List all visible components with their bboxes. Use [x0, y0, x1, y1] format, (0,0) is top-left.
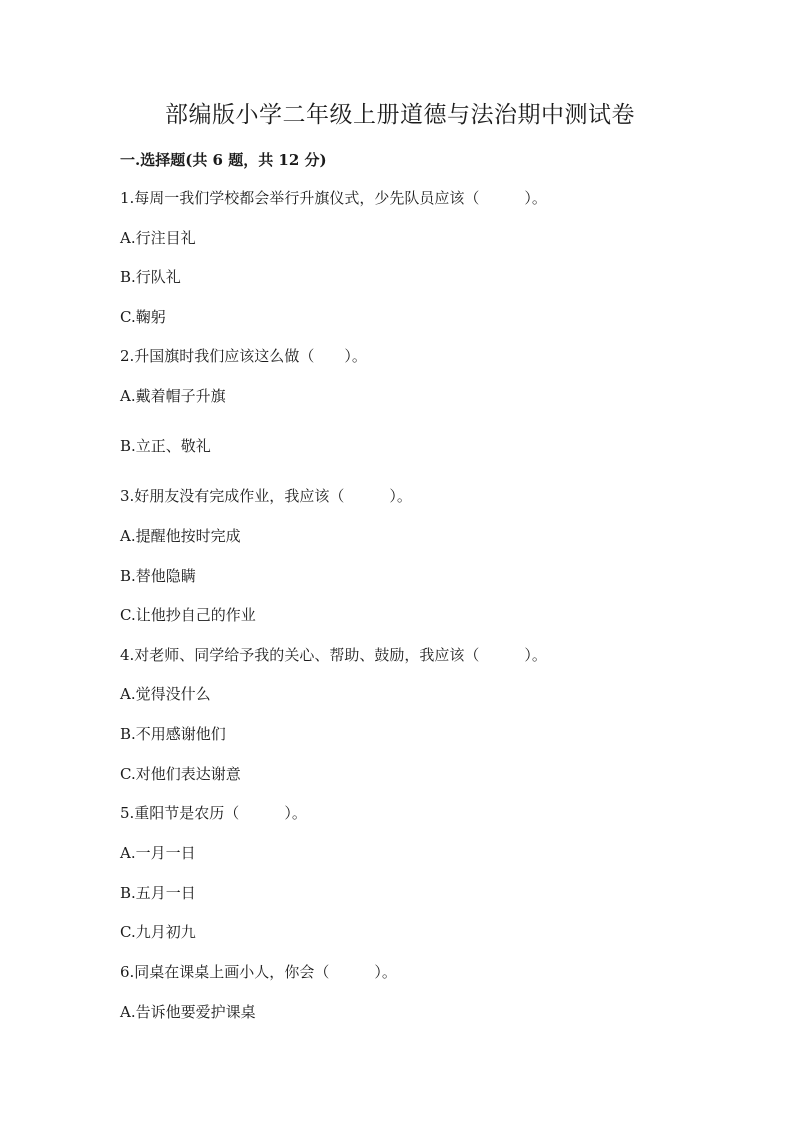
question-1-option-c: C.鞠躬	[120, 308, 166, 326]
question-3-option-b: B.替他隐瞒	[120, 567, 196, 585]
question-2-option-a: A.戴着帽子升旗	[120, 387, 226, 405]
question-5-option-b: B.五月一日	[120, 884, 196, 902]
question-4-option-a: A.觉得没什么	[120, 685, 211, 703]
question-4-option-c: C.对他们表达谢意	[120, 765, 241, 783]
question-3-stem: 3.好朋友没有完成作业，我应该（ ）。	[120, 487, 412, 505]
page-title: 部编版小学二年级上册道德与法治期中测试卷	[165, 102, 635, 128]
question-6-stem: 6.同桌在课桌上画小人，你会（ ）。	[120, 963, 397, 981]
question-5-option-a: A.一月一日	[120, 844, 196, 862]
question-3-option-c: C.让他抄自己的作业	[120, 606, 256, 624]
question-5-stem: 5.重阳节是农历（ ）。	[120, 804, 307, 822]
question-2-stem: 2.升国旗时我们应该这么做（ ）。	[120, 347, 367, 365]
question-5-option-c: C.九月初九	[120, 923, 196, 941]
question-1-option-b: B.行队礼	[120, 268, 181, 286]
question-4-option-b: B.不用感谢他们	[120, 725, 226, 743]
question-4-stem: 4.对老师、同学给予我的关心、帮助、鼓励，我应该（ ）。	[120, 646, 547, 664]
question-2-option-b: B.立正、敬礼	[120, 437, 211, 455]
section-heading: 一.选择题(共 6 题，共 12 分)	[120, 151, 327, 169]
question-1-option-a: A.行注目礼	[120, 229, 196, 247]
question-6-option-a: A.告诉他要爱护课桌	[120, 1003, 256, 1021]
question-1-stem: 1.每周一我们学校都会举行升旗仪式，少先队员应该（ ）。	[120, 189, 547, 207]
question-3-option-a: A.提醒他按时完成	[120, 527, 241, 545]
